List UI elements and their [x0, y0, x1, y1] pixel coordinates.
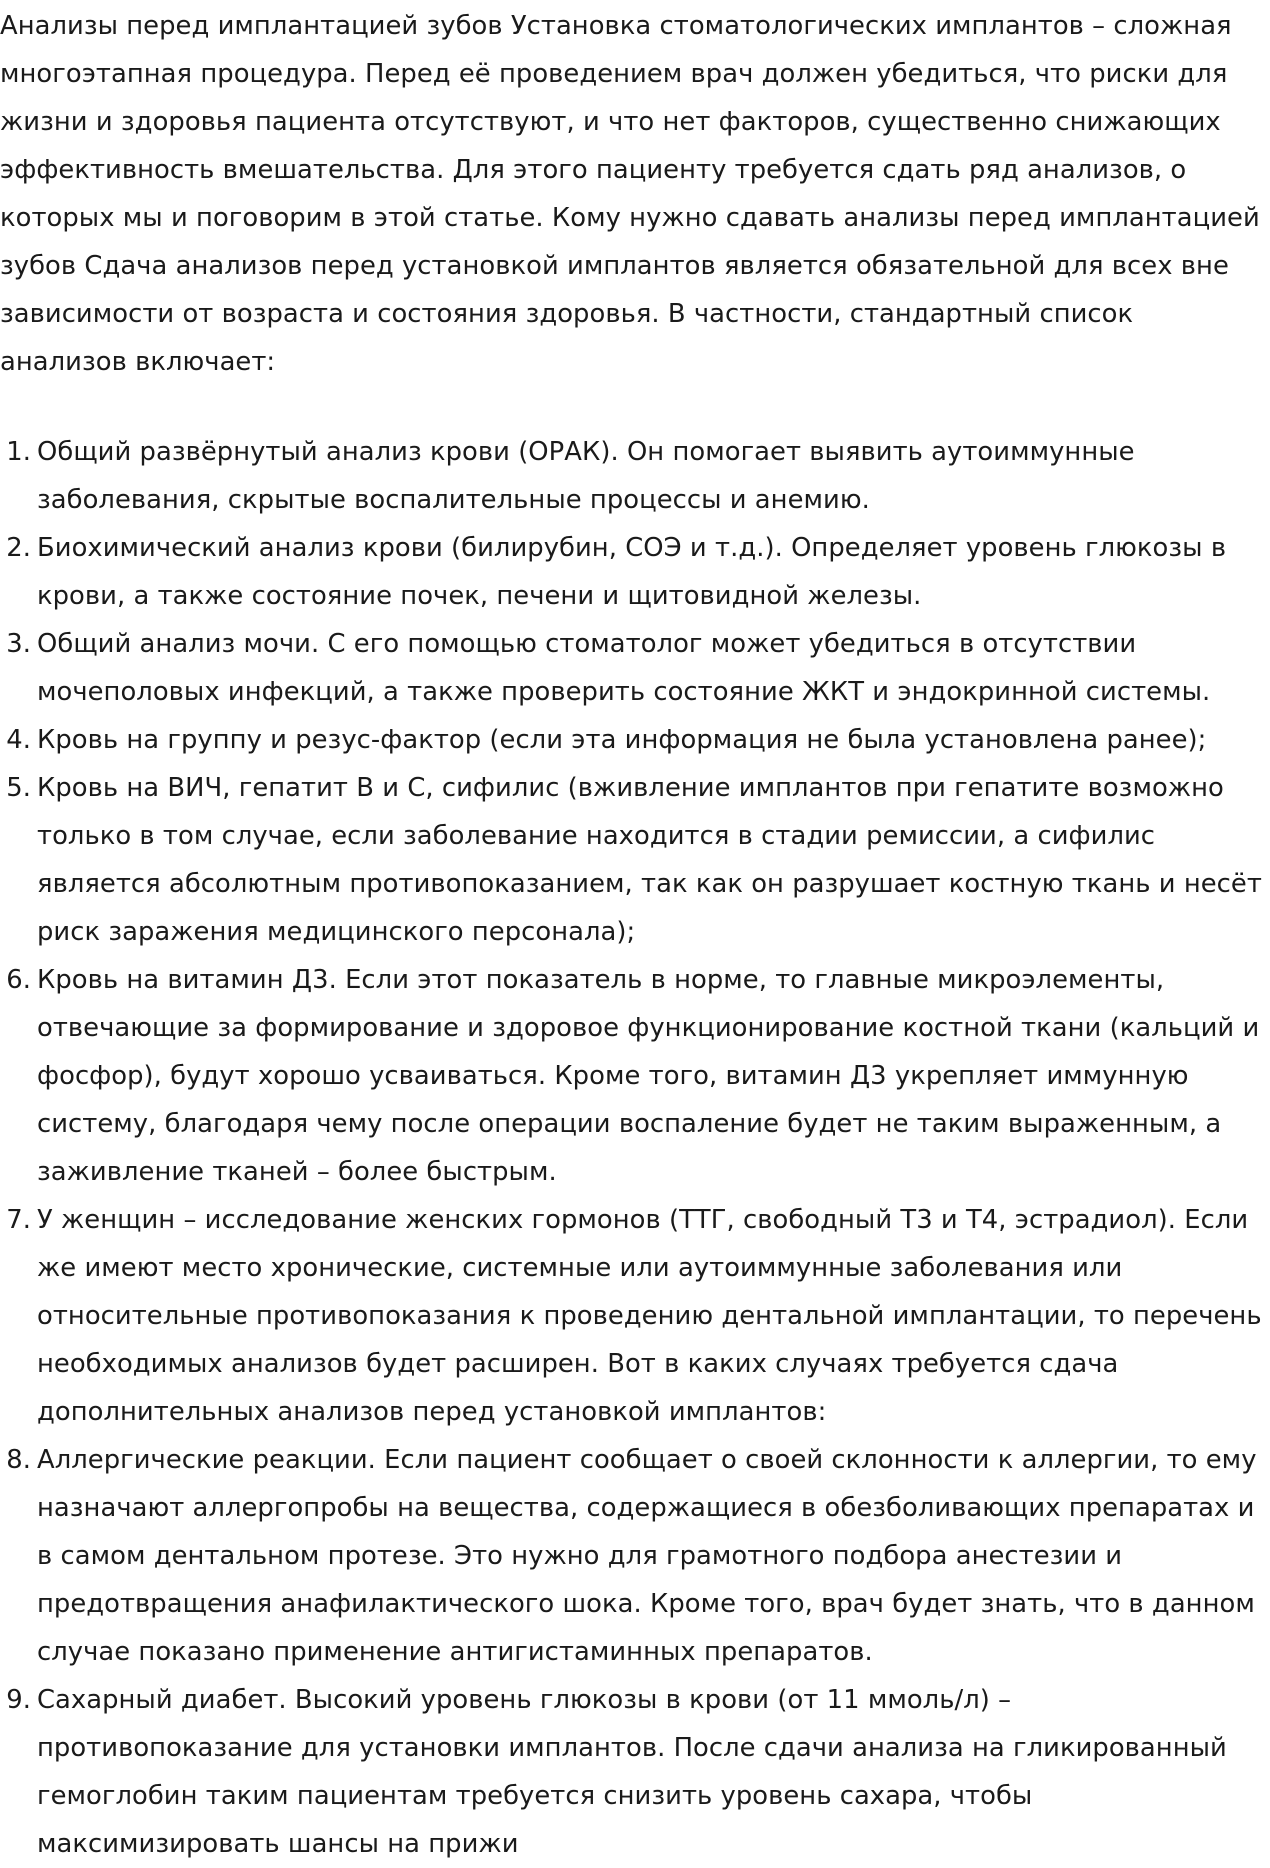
list-item-number: 5. [6, 773, 31, 803]
list-item [6, 956, 1267, 1196]
list-item-number: 1. [6, 437, 31, 467]
list-item-text: Кровь на ВИЧ, гепатит В и С, сифилис (вживление имплантов при гепатите возможно только в том случае, если заболевание находится в стадии ремиссии, а сифилис является абсолютным противопоказанием, так как он разрушает костную ткань и несёт риск заражения медицинского персонала); [37, 773, 1262, 947]
list-item-text: Кровь на группу и резус-фактор (если эта информация не была установлена ранее); [37, 725, 1207, 755]
list-item-number: 9. [6, 1685, 31, 1715]
list-item-number: 4. [6, 725, 31, 755]
list-item-text: Сахарный диабет. Высокий уровень глюкозы в крови (от 11 ммоль/л) – противопоказание для установки имплантов. После сдачи анализа на гликированный гемоглобин таким пациентам требуется снизить уровень сахара, чтобы максимизировать шансы на прижи [37, 1685, 1227, 1859]
list-item [6, 524, 1267, 620]
list-item [6, 620, 1267, 716]
list-item [6, 1436, 1267, 1676]
list-item-text: Общий анализ мочи. С его помощью стоматолог может убедиться в отсутствии мочеполовых инфекций, а также проверить состояние ЖКТ и эндокринной системы. [37, 629, 1211, 707]
list-item [6, 1676, 1267, 1868]
list-item-text: Общий развёрнутый анализ крови (ОРАК). Он помогает выявить аутоиммунные заболевания, скрытые воспалительные процессы и анемию. [37, 437, 1135, 515]
intro-paragraph: Анализы перед имплантацией зубов Установка стоматологических имплантов – сложная многоэтапная процедура. Перед её проведением врач должен убедиться, что риски для жизни и здоровья пациента отсутствуют, и что нет факторов, существенно снижающих эффективность вмешательства. Для этого пациенту требуется сдать ряд анализов, о которых мы и поговорим в этой статье. Кому нужно сдавать анализы перед имплантацией зубов Сдача анализов перед установкой имплантов является обязательной для всех вне зависимости от возраста и состояния здоровья. В частности, стандартный список анализов включает: [0, 11, 1260, 377]
list-item-text: Биохимический анализ крови (билирубин, СОЭ и т.д.). Определяет уровень глюкозы в крови, а также состояние почек, печени и щитовидной железы. [37, 533, 1227, 611]
list-item-text: Кровь на витамин Д3. Если этот показатель в норме, то главные микроэлементы, отвечающие за формирование и здоровое функционирование костной ткани (кальций и фосфор), будут хорошо усваиваться. Кроме того, витамин Д3 укрепляет иммунную систему, благодаря чему после операции воспаление будет не таким выраженным, а заживление тканей – более быстрым. [37, 965, 1260, 1187]
list-item-number: 7. [6, 1205, 31, 1235]
list-item [6, 716, 1267, 764]
list-item-number: 6. [6, 965, 31, 995]
list-item [6, 428, 1267, 524]
list-item-text: У женщин – исследование женских гормонов (ТТГ, свободный Т3 и Т4, эстрадиол). Если же имеют место хронические, системные или аутоиммунные заболевания или относительные противопоказания к проведению дентальной имплантации, то перечень необходимых анализов будет расширен. Вот в каких случаях требуется сдача дополнительных анализов перед установкой имплантов: [37, 1205, 1262, 1427]
list-item [6, 1196, 1267, 1436]
list-item-number: 8. [6, 1445, 31, 1475]
analyses-list [6, 428, 1267, 1868]
list-item-number: 3. [6, 629, 31, 659]
list-item-number: 2. [6, 533, 31, 563]
list-item [6, 764, 1267, 956]
list-item-text: Аллергические реакции. Если пациент сообщает о своей склонности к аллергии, то ему назначают аллергопробы на вещества, содержащиеся в обезболивающих препаратах и в самом дентальном протезе. Это нужно для грамотного подбора анестезии и предотвращения анафилактического шока. Кроме того, врач будет знать, что в данном случае показано применение антигистаминных препаратов. [37, 1445, 1257, 1667]
